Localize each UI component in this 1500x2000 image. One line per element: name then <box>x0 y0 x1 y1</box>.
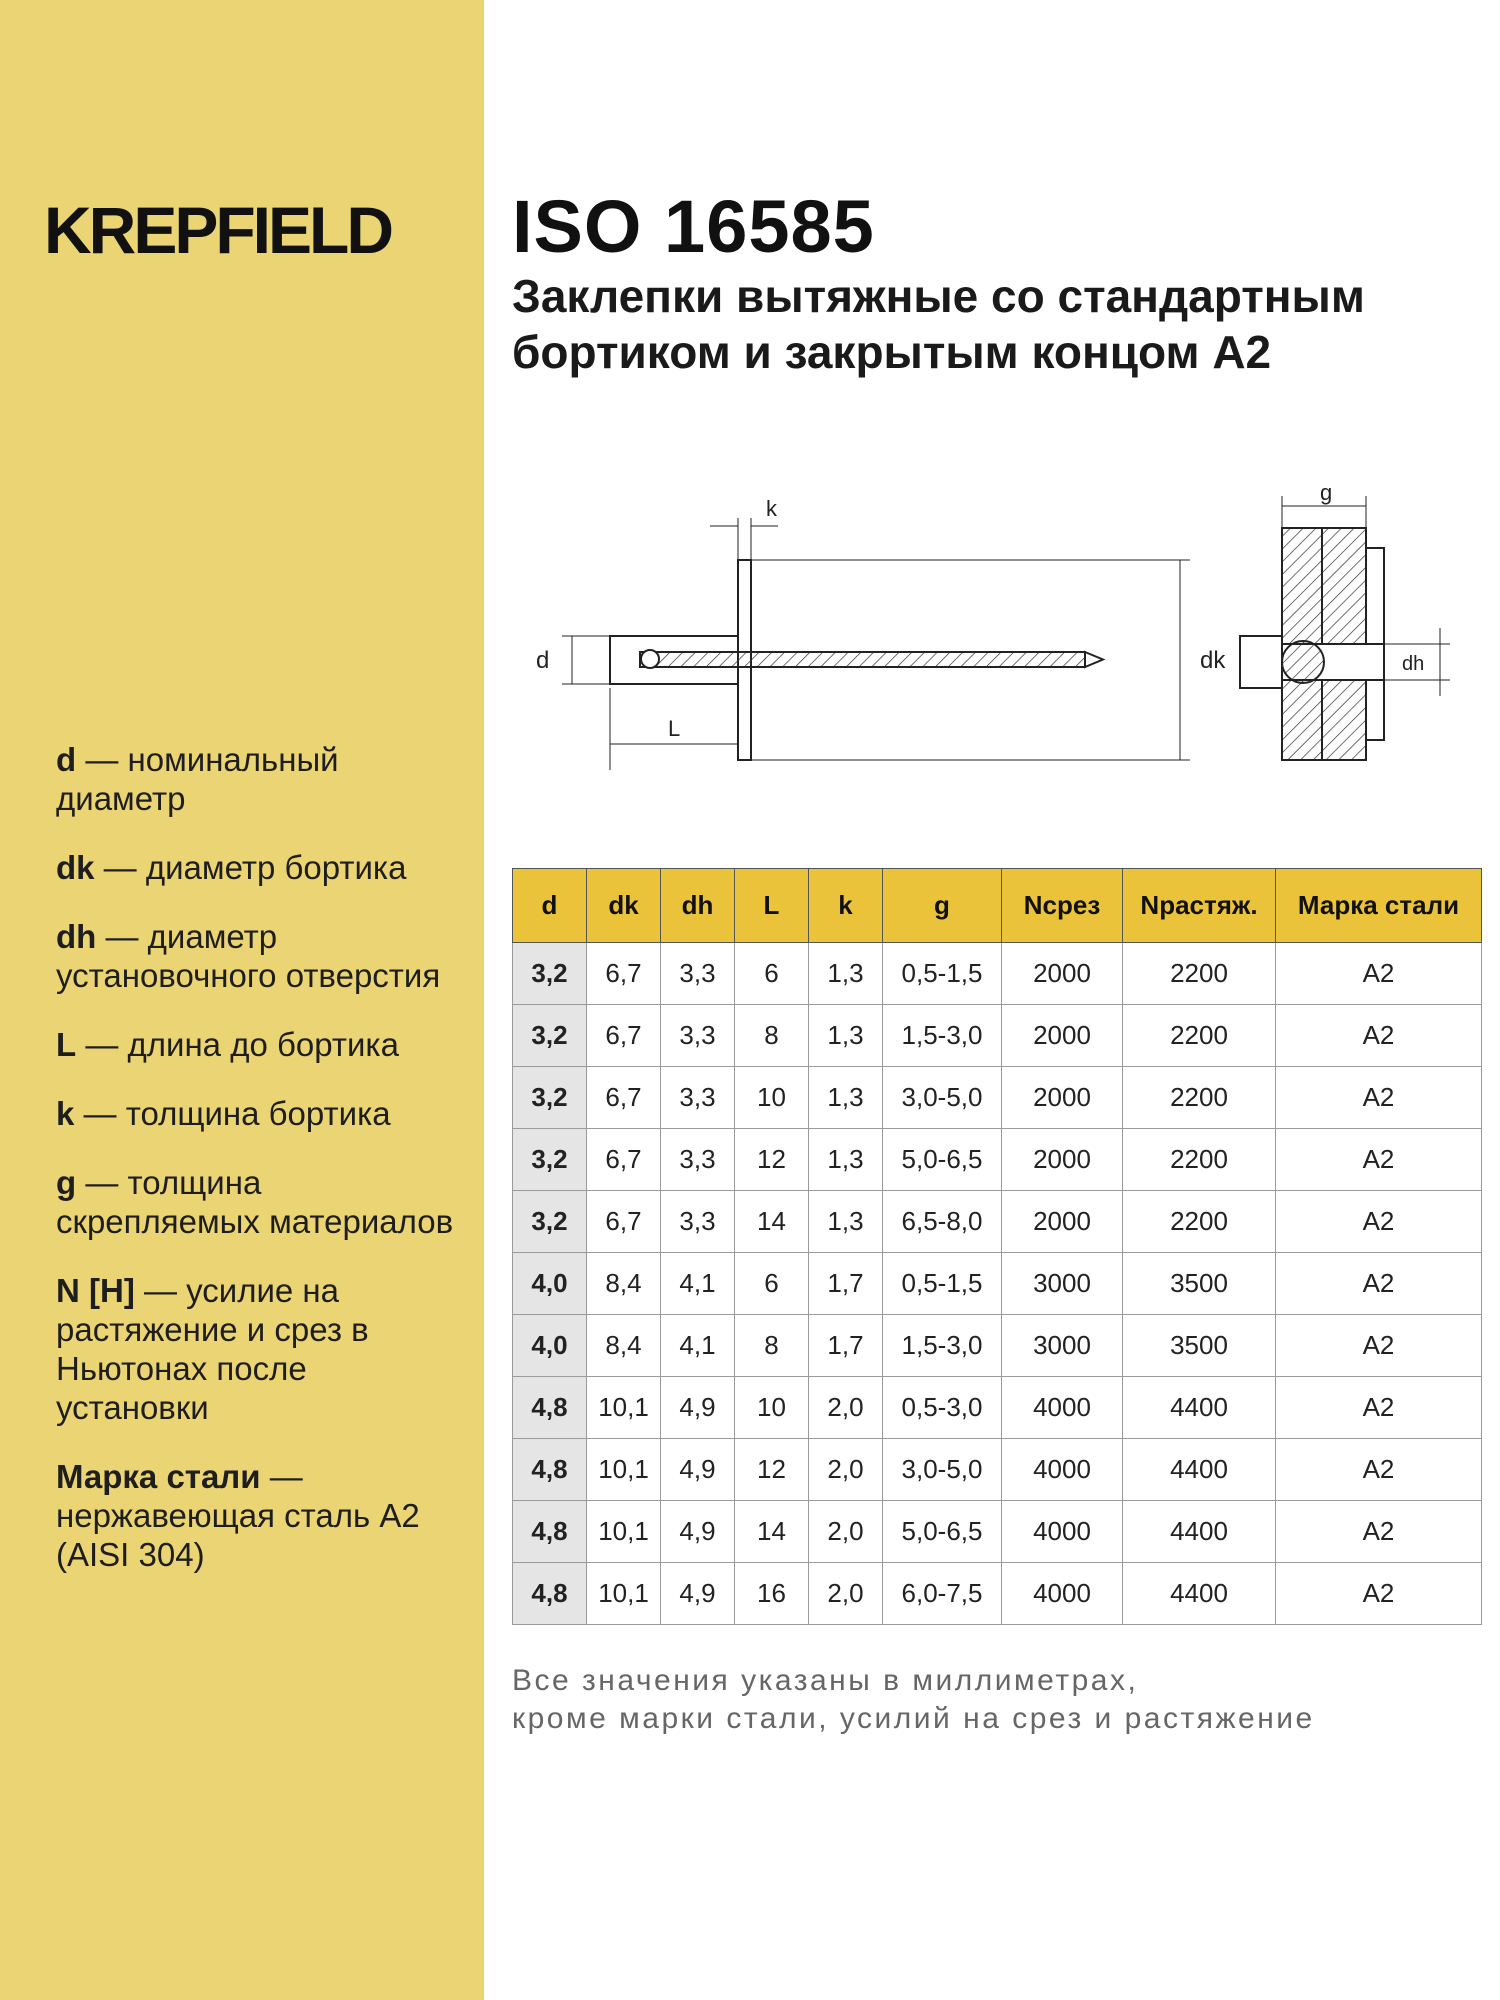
legend-text: — толщина скрепляемых материалов <box>56 1164 454 1240</box>
col-header: dk <box>587 869 661 943</box>
table-cell: 14 <box>735 1191 809 1253</box>
table-cell: 4400 <box>1123 1563 1276 1625</box>
table-cell: 3,0-5,0 <box>883 1067 1002 1129</box>
table-cell: 8 <box>735 1005 809 1067</box>
table-cell: 12 <box>735 1439 809 1501</box>
table-cell: A2 <box>1276 1563 1482 1625</box>
legend <box>56 740 466 1604</box>
legend-text: — усилие на растяжение и срез в Ньютонах после установки <box>56 1272 369 1426</box>
table-row <box>513 1067 1482 1129</box>
col-header: g <box>883 869 1002 943</box>
table-cell: 2000 <box>1002 1067 1123 1129</box>
legend-term: dk <box>56 849 95 886</box>
footnote <box>512 1662 1315 1738</box>
table-row <box>513 1439 1482 1501</box>
legend-term: k <box>56 1095 75 1132</box>
rivet-side-view <box>562 518 1190 770</box>
col-header: k <box>809 869 883 943</box>
legend-text: — нержавеющая сталь А2 (AISI 304) <box>56 1458 420 1573</box>
table-cell: 4400 <box>1123 1439 1276 1501</box>
table-cell-d: 3,2 <box>513 1191 587 1253</box>
table-cell: 0,5-1,5 <box>883 943 1002 1005</box>
table-cell: 4000 <box>1002 1501 1123 1563</box>
label-g: g <box>1320 480 1333 505</box>
table-cell: A2 <box>1276 1501 1482 1563</box>
legend-item <box>56 740 466 818</box>
table-cell: A2 <box>1276 1439 1482 1501</box>
table-cell-d: 3,2 <box>513 1129 587 1191</box>
footnote-line: кроме марки стали, усилий на срез и растяжение <box>512 1702 1315 1735</box>
table-cell: 4000 <box>1002 1563 1123 1625</box>
table-cell: 1,3 <box>809 1005 883 1067</box>
col-header: Nсрез <box>1002 869 1123 943</box>
col-header: d <box>513 869 587 943</box>
table-cell: 3000 <box>1002 1315 1123 1377</box>
table-cell: 2200 <box>1123 1129 1276 1191</box>
table-cell: 1,5-3,0 <box>883 1315 1002 1377</box>
left-sidebar <box>0 0 484 2000</box>
legend-text: — длина до бортика <box>76 1026 399 1063</box>
rivet-installed-view <box>1240 496 1450 760</box>
table-cell-d: 4,0 <box>513 1315 587 1377</box>
table-cell: 4,9 <box>661 1377 735 1439</box>
page-title: ISO 16585 <box>512 185 875 268</box>
table-cell: 5,0-6,5 <box>883 1501 1002 1563</box>
table-cell: 1,7 <box>809 1315 883 1377</box>
table-cell: 0,5-3,0 <box>883 1377 1002 1439</box>
table-cell-d: 4,8 <box>513 1439 587 1501</box>
col-header: dh <box>661 869 735 943</box>
table-cell: 2000 <box>1002 1129 1123 1191</box>
table-header-row <box>513 869 1482 943</box>
table-cell: 2,0 <box>809 1439 883 1501</box>
legend-term: d <box>56 741 77 778</box>
table-cell: 3,3 <box>661 943 735 1005</box>
legend-text: — толщина бортика <box>74 1095 391 1132</box>
table-cell: 1,5-3,0 <box>883 1005 1002 1067</box>
table-cell: 2000 <box>1002 1005 1123 1067</box>
table-cell: 4,1 <box>661 1315 735 1377</box>
table-cell: A2 <box>1276 1129 1482 1191</box>
table-cell: 4400 <box>1123 1501 1276 1563</box>
label-L: L <box>668 716 681 741</box>
table-cell: 2,0 <box>809 1501 883 1563</box>
table-cell: 2200 <box>1123 1067 1276 1129</box>
brand-logo: KREPFIELD <box>44 193 392 267</box>
table-cell: 4000 <box>1002 1377 1123 1439</box>
table-body <box>513 943 1482 1625</box>
table-row <box>513 1191 1482 1253</box>
table-cell: 12 <box>735 1129 809 1191</box>
table-cell: 6,7 <box>587 1005 661 1067</box>
table-cell: 6,7 <box>587 1067 661 1129</box>
table-cell: 10,1 <box>587 1377 661 1439</box>
table-cell: 3,0-5,0 <box>883 1439 1002 1501</box>
label-k: k <box>766 496 777 521</box>
spec-table <box>512 868 1482 1625</box>
table-row <box>513 1377 1482 1439</box>
legend-item <box>56 1457 466 1574</box>
table-cell: 1,7 <box>809 1253 883 1315</box>
table-cell: 2000 <box>1002 943 1123 1005</box>
legend-term: Марка стали <box>56 1458 261 1495</box>
table-row <box>513 1005 1482 1067</box>
label-dh: dh <box>1402 653 1425 675</box>
table-cell: 3,3 <box>661 1129 735 1191</box>
legend-item <box>56 1163 466 1241</box>
table-cell-d: 4,0 <box>513 1253 587 1315</box>
legend-term: N [H] <box>56 1272 135 1309</box>
legend-term: dh <box>56 918 97 955</box>
table-cell: 8,4 <box>587 1315 661 1377</box>
table-cell: 8 <box>735 1315 809 1377</box>
col-header: Nрастяж. <box>1123 869 1276 943</box>
table-cell-d: 3,2 <box>513 943 587 1005</box>
table-cell-d: 4,8 <box>513 1563 587 1625</box>
table-row <box>513 1501 1482 1563</box>
table-cell: 2200 <box>1123 943 1276 1005</box>
table-cell: 4,9 <box>661 1563 735 1625</box>
rivet-diagram <box>500 478 1500 808</box>
table-cell: 6,7 <box>587 1129 661 1191</box>
subtitle-line: бортиком и закрытым концом А2 <box>512 326 1272 378</box>
table-cell: 6,0-7,5 <box>883 1563 1002 1625</box>
table-cell: 3000 <box>1002 1253 1123 1315</box>
table-cell: A2 <box>1276 1067 1482 1129</box>
table-cell: A2 <box>1276 1191 1482 1253</box>
legend-text: — диаметр бортика <box>94 849 407 886</box>
table-cell: 2,0 <box>809 1377 883 1439</box>
legend-item <box>56 848 466 887</box>
table-cell: 0,5-1,5 <box>883 1253 1002 1315</box>
table-cell: 1,3 <box>809 1129 883 1191</box>
label-d: d <box>536 647 550 674</box>
col-header: L <box>735 869 809 943</box>
table-cell: 4,1 <box>661 1253 735 1315</box>
table-cell: 10 <box>735 1377 809 1439</box>
subtitle-line: Заклепки вытяжные со стандартным <box>512 270 1365 322</box>
table-cell: 3500 <box>1123 1315 1276 1377</box>
legend-term: g <box>56 1164 77 1201</box>
table-cell: 1,3 <box>809 943 883 1005</box>
table-cell: 1,3 <box>809 1191 883 1253</box>
legend-item <box>56 1025 466 1064</box>
table-cell: 10,1 <box>587 1501 661 1563</box>
table-cell-d: 3,2 <box>513 1005 587 1067</box>
legend-text: — диаметр установочного отверстия <box>56 918 441 994</box>
legend-item <box>56 1271 466 1427</box>
table-cell: 6,7 <box>587 943 661 1005</box>
table-cell: A2 <box>1276 1253 1482 1315</box>
table-cell: 2200 <box>1123 1005 1276 1067</box>
page-subtitle <box>512 268 1492 380</box>
table-cell: 6 <box>735 943 809 1005</box>
legend-item <box>56 917 466 995</box>
table-cell: 4,9 <box>661 1439 735 1501</box>
table-cell: A2 <box>1276 1315 1482 1377</box>
table-row <box>513 943 1482 1005</box>
table-cell: 4400 <box>1123 1377 1276 1439</box>
table-cell: 6,5-8,0 <box>883 1191 1002 1253</box>
table-cell: A2 <box>1276 943 1482 1005</box>
label-dk: dk <box>1200 647 1226 674</box>
table-cell: 3500 <box>1123 1253 1276 1315</box>
table-cell: 10,1 <box>587 1439 661 1501</box>
table-cell: 6 <box>735 1253 809 1315</box>
table-row <box>513 1563 1482 1625</box>
table-row <box>513 1315 1482 1377</box>
legend-text: — номинальный диаметр <box>56 741 339 817</box>
table-cell: 14 <box>735 1501 809 1563</box>
table-cell: 4000 <box>1002 1439 1123 1501</box>
legend-term: L <box>56 1026 77 1063</box>
table-cell: 8,4 <box>587 1253 661 1315</box>
table-cell-d: 4,8 <box>513 1377 587 1439</box>
table-cell: 6,7 <box>587 1191 661 1253</box>
table-cell: 10 <box>735 1067 809 1129</box>
table-cell: 10,1 <box>587 1563 661 1625</box>
legend-item <box>56 1094 466 1133</box>
table-row <box>513 1129 1482 1191</box>
table-cell-d: 4,8 <box>513 1501 587 1563</box>
table-cell: 1,3 <box>809 1067 883 1129</box>
table-cell: A2 <box>1276 1377 1482 1439</box>
table-cell: 16 <box>735 1563 809 1625</box>
table-cell: 2,0 <box>809 1563 883 1625</box>
table-cell: 2000 <box>1002 1191 1123 1253</box>
table-cell: 3,3 <box>661 1067 735 1129</box>
table-cell: A2 <box>1276 1005 1482 1067</box>
table-cell-d: 3,2 <box>513 1067 587 1129</box>
table-row <box>513 1253 1482 1315</box>
footnote-line: Все значения указаны в миллиметрах, <box>512 1664 1139 1697</box>
table-cell: 3,3 <box>661 1005 735 1067</box>
col-header: Марка стали <box>1276 869 1482 943</box>
table-cell: 2200 <box>1123 1191 1276 1253</box>
table-cell: 5,0-6,5 <box>883 1129 1002 1191</box>
table-cell: 4,9 <box>661 1501 735 1563</box>
table-cell: 3,3 <box>661 1191 735 1253</box>
